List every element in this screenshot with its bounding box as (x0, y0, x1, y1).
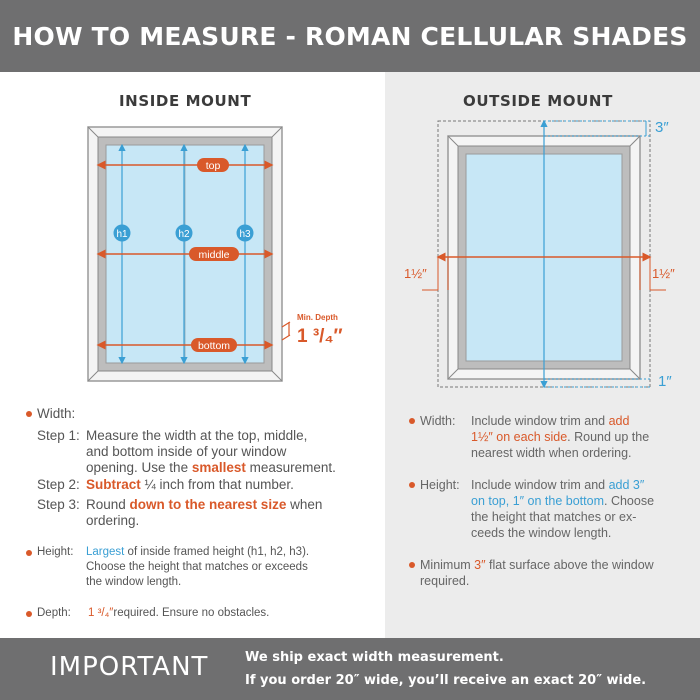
top-ext-label: 3″ (655, 119, 669, 136)
step3-line1: Round down to the nearest size when (86, 497, 323, 512)
outside-height-line2: on top, 1″ on the bottom. Choose (471, 494, 655, 508)
page-title: HOW TO MEASURE - ROMAN CELLULAR SHADES (12, 21, 688, 51)
outside-height-line1: Include window trim and add 3″ (471, 478, 645, 492)
outside-width-line1: Include window trim and add (471, 414, 630, 428)
min-depth-label: Min. Depth (297, 313, 338, 322)
outside-height-bullet (409, 482, 415, 488)
step1-label: Step 1: (37, 428, 80, 443)
step1-line2: and bottom inside of your window (86, 444, 287, 459)
bottom-ext-label: 1″ (658, 373, 672, 390)
outside-height-label: Height: (420, 478, 460, 492)
outside-width-label: Width: (420, 414, 456, 428)
outside-width-line2: 1½″ on each side. Round up the (471, 430, 650, 444)
inside-mount-title: INSIDE MOUNT (119, 92, 252, 110)
footer-bar (0, 638, 700, 700)
min-surface-bullet (409, 562, 415, 568)
important-label: IMPORTANT (50, 652, 209, 682)
step2-label: Step 2: (37, 477, 80, 492)
right-ext-label: 1½″ (652, 266, 675, 281)
inside-height-line3: the window length. (86, 576, 182, 588)
bottom-label: bottom (197, 340, 231, 352)
step3-line2: ordering. (86, 513, 140, 528)
step1-line3: opening. Use the smallest measurement. (86, 460, 336, 475)
height-bullet (26, 550, 32, 556)
outside-width-bullet (409, 418, 415, 424)
h1-label: h1 (116, 229, 128, 240)
outside-mount-title: OUTSIDE MOUNT (463, 92, 613, 110)
middle-label: middle (198, 249, 230, 261)
left-ext-label: 1½″ (404, 266, 427, 281)
outside-height-line4: ceeds the window length. (471, 526, 612, 540)
inside-height-label: Height: (37, 546, 74, 558)
depth-bullet (26, 611, 32, 617)
outside-width-line3: nearest width when ordering. (471, 446, 632, 460)
inside-height-line2: Choose the height that matches or exceeds (86, 561, 308, 573)
inside-width-label: Width: (37, 406, 76, 421)
footer-line2: If you order 20″ wide, you’ll receive an exact 20″ wide. (245, 673, 647, 688)
min-surface-line1: Minimum 3″ flat surface above the window (420, 558, 654, 572)
h3-label: h3 (239, 229, 251, 240)
h2-label: h2 (178, 229, 190, 240)
min-surface-line2: required. (420, 574, 470, 588)
outside-height-line3: the height that matches or ex- (471, 510, 637, 524)
inside-height-line1: Largest of inside framed height (h1, h2, h3). (86, 546, 310, 558)
step1-line1: Measure the width at the top, middle, (86, 428, 308, 443)
step3-label: Step 3: (37, 497, 80, 512)
depth-value: 1 ³/₄″ (297, 326, 343, 347)
top-label: top (205, 160, 221, 172)
footer-line1: We ship exact width measurement. (245, 650, 504, 665)
inside-depth-label: Depth: (37, 607, 71, 619)
width-bullet (26, 411, 32, 417)
inside-depth-text: 1 ³/₄″required. Ensure no obstacles. (88, 607, 270, 619)
step2-text: Subtract ¼ inch from that number. (86, 477, 294, 492)
